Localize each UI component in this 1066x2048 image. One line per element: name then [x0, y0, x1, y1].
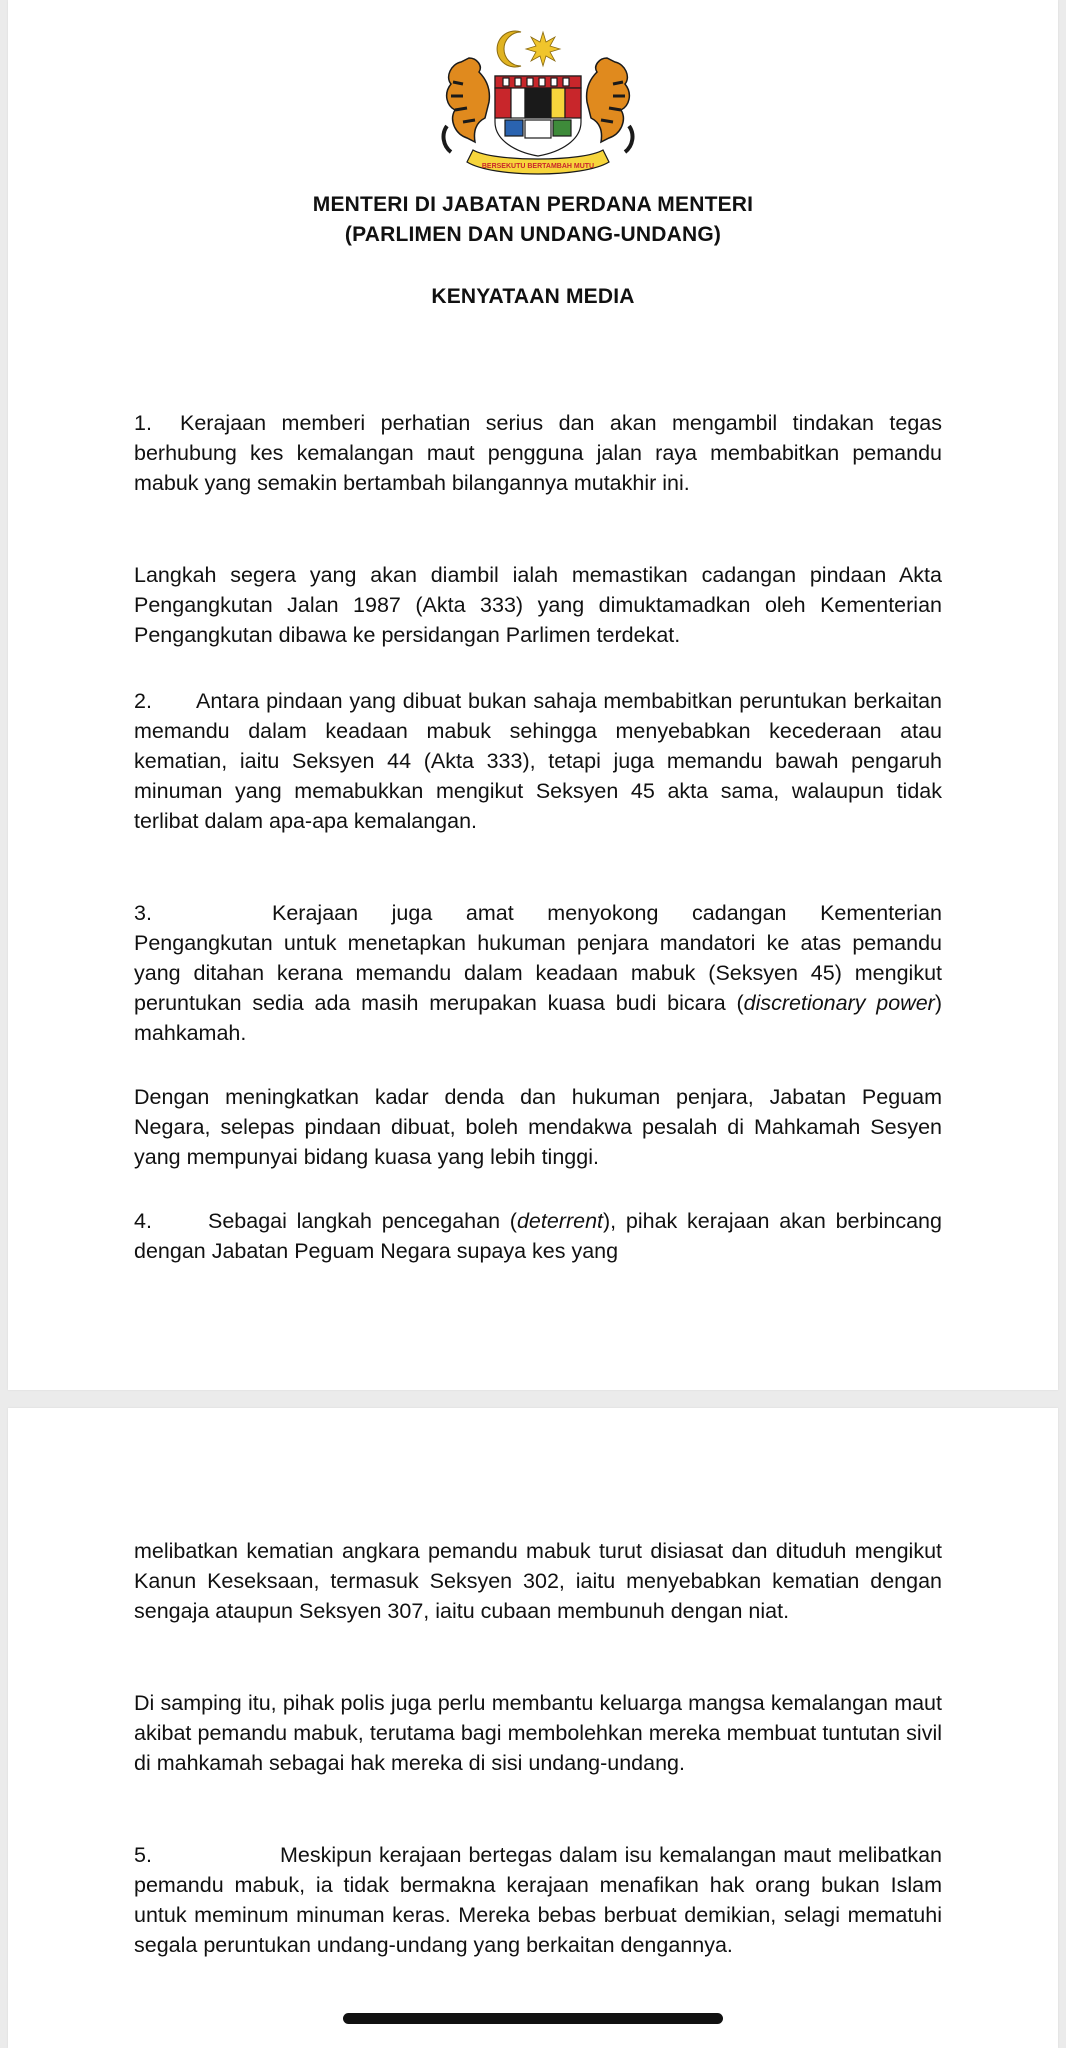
paragraph-text-tail: ), pihak kerajaan akan berbincang dengan Jabatan Peguam Negara supaya kes yang — [134, 1209, 942, 1263]
paragraph-text: Kerajaan memberi perhatian serius dan akan mengambil tindakan tegas berhubung kes kemalangan maut pengguna jalan raya membabitkan pemandu mabuk yang semakin bertambah bilangannya mutakhir ini. — [134, 411, 942, 495]
paragraph-text: Antara pindaan yang dibuat bukan sahaja membabitkan peruntukan berkaitan memandu dalam keadaan mabuk sehingga menyebabkan kecederaan atau kematian, iaitu Seksyen 44 (Akta 333), tetapi juga memandu bawah pengaruh minuman yang memabukkan mengikut Seksyen 45 akta sama, walaupun tidak terlibat dalam apa-apa kemalangan. — [134, 689, 942, 833]
crest-motto: BERSEKUTU BERTAMBAH MUTU — [481, 163, 595, 170]
document-page-1 — [8, 0, 1058, 1390]
paragraph-3 — [134, 898, 942, 1048]
paragraph-text: Sebagai langkah pencegahan ( — [208, 1209, 517, 1233]
paragraph-italic-term: discretionary power — [743, 991, 935, 1015]
paragraph-2 — [134, 686, 942, 836]
paragraph-number: 4. — [134, 1209, 152, 1233]
document-page-2 — [8, 1408, 1058, 2048]
paragraph-number: 1. — [134, 411, 152, 435]
paragraph-text: Kerajaan juga amat menyokong cadangan Kementerian Pengangkutan untuk menetapkan hukuman penjara mandatori ke atas pemandu yang ditahan kerana memandu dalam keadaan mabuk (Seksyen 45) mengikut peruntukan sedia ada masih merupakan kuasa budi bicara ( — [134, 901, 942, 1015]
paragraph-4b: Di samping itu, pihak polis juga perlu membantu keluarga mangsa kemalangan maut akibat pemandu mabuk, terutama bagi membolehkan mereka membuat tuntutan sivil di mahkamah sebagai hak mereka di sisi undang-undang. — [134, 1691, 942, 1775]
heading-minister: MENTERI DI JABATAN PERDANA MENTERI — [312, 193, 754, 216]
paragraph-4-continued: melibatkan kematian angkara pemandu mabuk turut disiasat dan dituduh mengikut Kanun Keseksaan, termasuk Seksyen 302, iaitu menyebabkan kematian dengan sengaja ataupun Seksyen 307, iaitu cubaan membunuh dengan niat. — [134, 1539, 942, 1623]
paragraph-text-tail: ) mahkamah. — [134, 991, 943, 1045]
paragraph-number: 3. — [134, 901, 152, 925]
paragraph-number: 2. — [134, 689, 152, 713]
paragraph-italic-term: deterrent — [516, 1209, 604, 1233]
paragraph-text: Meskipun kerajaan bertegas dalam isu kemalangan maut melibatkan pemandu mabuk, ia tidak bermakna kerajaan menafikan hak orang bukan Islam untuk meminum minuman keras. Mereka bebas berbuat demikian, selagi mematuhi segala peruntukan undang-undang yang berkaitan dengannya. — [134, 1843, 942, 1957]
paragraph-3b: Dengan meningkatkan kadar denda dan hukuman penjara, Jabatan Peguam Negara, selepas pindaan dibuat, boleh mendakwa pesalah di Mahkamah Sesyen yang mempunyai bidang kuasa yang lebih tinggi. — [134, 1085, 942, 1169]
heading-portfolio: (PARLIMEN DAN UNDANG-UNDANG) — [344, 223, 722, 246]
paragraph-4 — [134, 1206, 942, 1266]
paragraph-5 — [134, 1840, 942, 1960]
heading-media-statement: KENYATAAN MEDIA — [431, 285, 635, 308]
home-indicator-bar[interactable] — [343, 2013, 723, 2024]
paragraph-1b: Langkah segera yang akan diambil ialah memastikan cadangan pindaan Akta Pengangkutan Jalan 1987 (Akta 333) yang dimuktamadkan oleh Kementerian Pengangkutan dibawa ke persidangan Parlimen terdekat. — [134, 563, 942, 647]
malaysia-coat-of-arms-logo — [433, 22, 643, 182]
paragraph-number: 5. — [134, 1843, 152, 1867]
paragraph-1 — [134, 408, 942, 498]
